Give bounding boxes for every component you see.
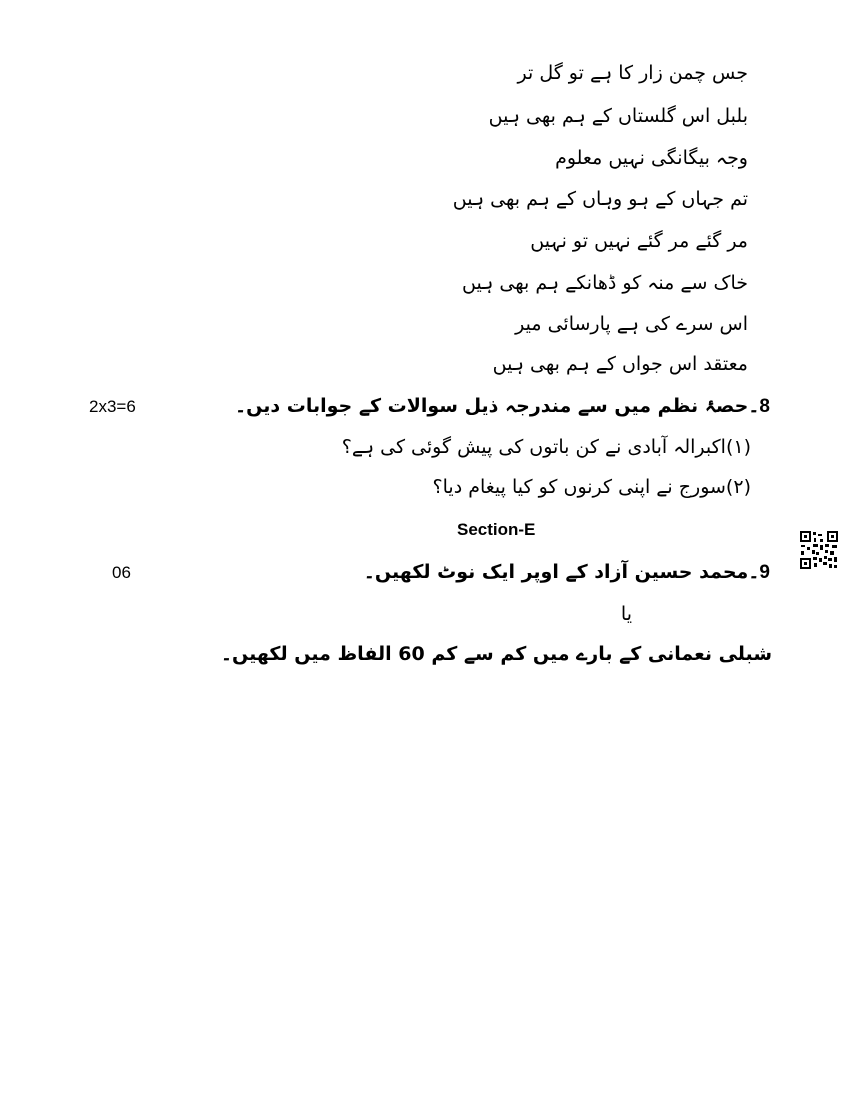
q9-marks: 06 bbox=[112, 563, 131, 582]
q8-marks: 2x3=6 bbox=[89, 397, 136, 416]
q9-number: 9 bbox=[759, 562, 770, 583]
q8-sub-question-1: (۱)اکبرالہ آبادی نے کن باتوں کی پیش گوئی کی ہے؟ bbox=[341, 436, 751, 458]
q9-text: ۔محمد حسین آزاد کے اوپر ایک نوٹ لکھیں۔ bbox=[363, 561, 760, 583]
poem-line-4: تم جہاں کے ہو وہاں کے ہم بھی ہیں bbox=[452, 188, 748, 210]
q8-text: ۔حصۂ نظم میں سے مندرجہ ذیل سوالات کے جوابات دیں۔ bbox=[235, 395, 760, 417]
poem-line-5: مر گئے مر گئے نہیں تو نہیں bbox=[530, 230, 748, 252]
poem-line-7: اس سرے کی ہے پارسائی میر bbox=[515, 313, 748, 335]
section-title: Section-E bbox=[457, 520, 536, 539]
poem-line-2: بلبل اس گلستاں کے ہم بھی ہیں bbox=[488, 105, 748, 127]
q8-heading bbox=[235, 393, 770, 420]
poem-line-1: جس چمن زار کا ہے تو گل تر bbox=[517, 62, 748, 84]
q8-sub-question-2: (۲)سورج نے اپنی کرنوں کو کیا پیغام دیا؟ bbox=[432, 476, 751, 498]
q9-or-separator: یا bbox=[620, 603, 632, 625]
poem-line-8: معتقد اس جواں کے ہم بھی ہیں bbox=[492, 353, 748, 375]
q9-heading bbox=[364, 559, 770, 586]
q8-number: 8 bbox=[759, 396, 770, 417]
poem-line-3: وجہ بیگانگی نہیں معلوم bbox=[555, 147, 748, 169]
poem-line-6: خاک سے منہ کو ڈھانکے ہم بھی ہیں bbox=[462, 272, 748, 294]
qr-code-icon bbox=[799, 530, 839, 570]
q9-alternative-question: شبلی نعمانی کے بارے میں کم سے کم 60 الفاظ میں لکھیں۔ bbox=[220, 643, 772, 665]
